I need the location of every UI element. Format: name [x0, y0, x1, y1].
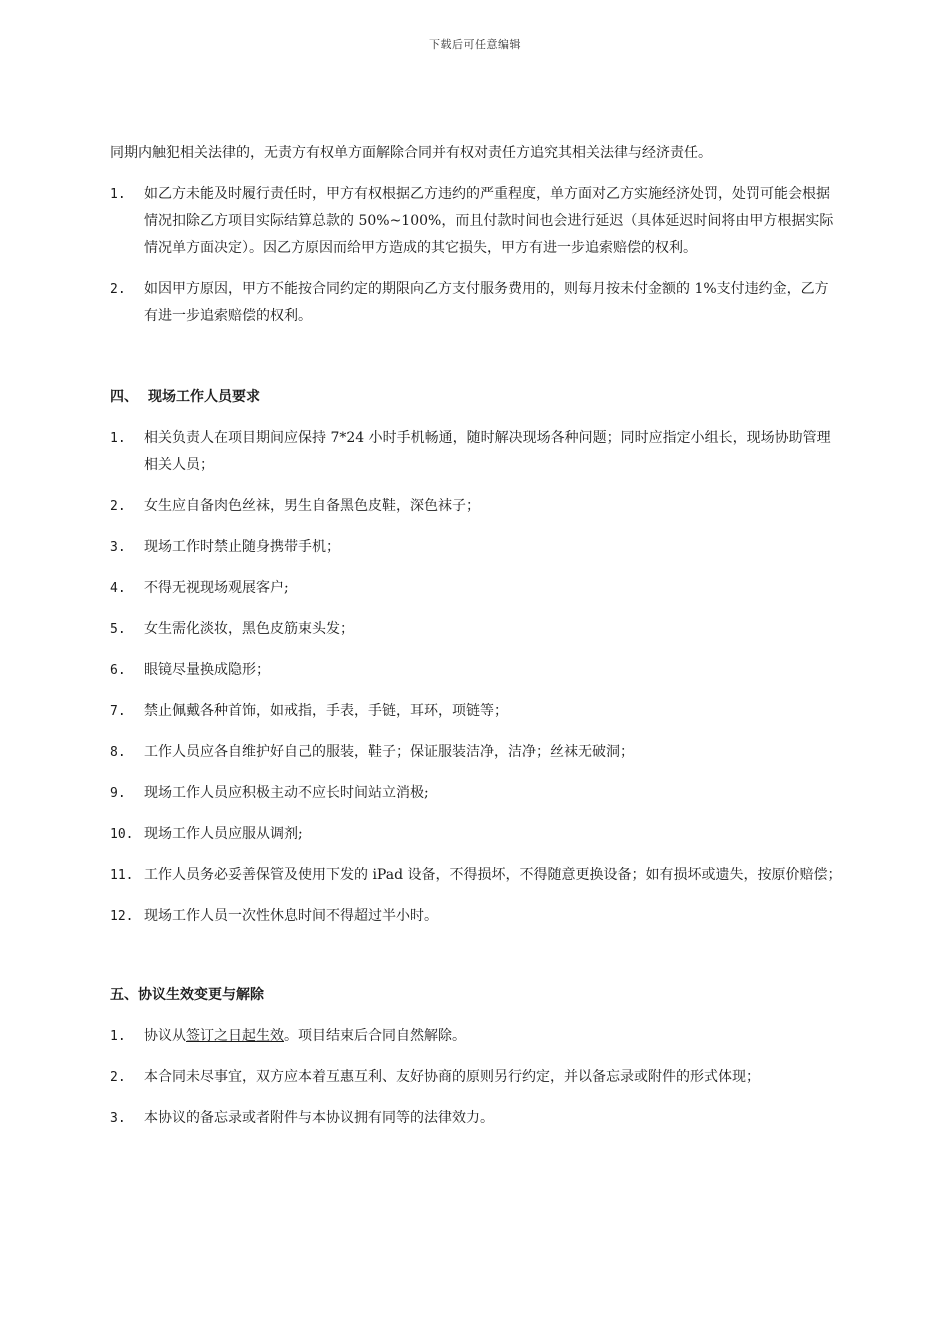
list-item-text: 现场工作时禁止随身携带手机；	[144, 539, 340, 555]
list-item-number: 3.	[110, 540, 126, 555]
list-item-number: 9.	[110, 786, 126, 801]
list-item	[110, 575, 842, 602]
document-body	[110, 140, 842, 1146]
list-item-number: 10.	[110, 827, 134, 842]
text-prefix: 协议从	[144, 1028, 186, 1044]
list-item-text: 现场工作人员应服从调剂;	[144, 826, 303, 842]
list-item-number: 1.	[110, 1029, 126, 1044]
list-item-number: 11.	[110, 868, 134, 883]
list-item-number: 5.	[110, 622, 126, 637]
list-item-text: 本合同未尽事宜，双方应本着互惠互利、友好协商的原则另行约定，并以备忘录或附件的形式体现；	[144, 1069, 760, 1085]
list-item-text: 现场工作人员应积极主动不应长时间站立消极;	[144, 785, 429, 801]
header-note: 下载后可任意编辑	[429, 38, 521, 51]
list-item	[110, 657, 842, 684]
list-item-number: 1.	[110, 187, 126, 202]
list-item-text: 眼镜尽量换成隐形；	[144, 662, 270, 678]
list-item-text: 禁止佩戴各种首饰，如戒指，手表，手链，耳环，项链等；	[144, 703, 508, 719]
list-item	[110, 493, 842, 520]
breach-list	[110, 181, 842, 330]
list-item-text: 女生需化淡妆，黑色皮筋束头发；	[144, 621, 354, 637]
list-item-text: 相关负责人在项目期间应保持 7*24 小时手机畅通，随时解决现场各种问题；同时应指定小组长，现场协助管理相关人员；	[144, 430, 831, 473]
list-item-text: 工作人员务必妥善保管及使用下发的 iPad 设备，不得损坏，不得随意更换设备；如有损坏或遗失，按原价赔偿；	[144, 867, 842, 883]
section-title: 现场工作人员要求	[148, 389, 260, 405]
list-item-number: 4.	[110, 581, 126, 596]
list-item	[110, 739, 842, 766]
list-item-number: 6.	[110, 663, 126, 678]
list-item	[110, 821, 842, 848]
list-item-text: 工作人员应各自维护好自己的服装，鞋子；保证服装洁净，洁净；丝袜无破洞；	[144, 744, 634, 760]
list-item-number: 2.	[110, 282, 126, 297]
text-suffix: 。项目结束后合同自然解除。	[284, 1028, 466, 1044]
list-item-text: 不得无视现场观展客户;	[144, 580, 289, 596]
section-heading-4	[110, 384, 842, 411]
list-item-text: 如乙方未能及时履行责任时，甲方有权根据乙方违约的严重程度，单方面对乙方实施经济处罚，处罚可能会根据情况扣除乙方项目实际结算总款的 50%~100%，而且付款时间也会进行延迟（具体延迟时间将由甲方根据实际情况单方面决定）。因乙方原因而给甲方造成的其它损失，甲方有进一步追索赔偿的权利。	[144, 186, 834, 256]
list-item	[110, 425, 842, 479]
section-number: 四、	[110, 389, 138, 405]
list-item-number: 7.	[110, 704, 126, 719]
list-item-number: 8.	[110, 745, 126, 760]
list-item-text: 女生应自备肉色丝袜，男生自备黑色皮鞋，深色袜子；	[144, 498, 480, 514]
intro-paragraph: 同期内触犯相关法律的，无责方有权单方面解除合同并有权对责任方追究其相关法律与经济责任。	[110, 145, 712, 161]
list-item-number: 3.	[110, 1111, 126, 1126]
list-item-text: 如因甲方原因，甲方不能按合同约定的期限向乙方支付服务费用的，则每月按未付金额的 1%支付违约金，乙方有进一步追索赔偿的权利。	[144, 281, 829, 324]
list-item-text: 现场工作人员一次性休息时间不得超过半小时。	[144, 908, 438, 924]
list-item	[110, 181, 842, 262]
list-item	[110, 1023, 842, 1050]
list-item	[110, 1064, 842, 1091]
list-item-number: 2.	[110, 499, 126, 514]
list-item	[110, 698, 842, 725]
list-item-number: 1.	[110, 431, 126, 446]
underlined-text: 签订之日起生效	[186, 1028, 284, 1044]
list-item-number: 12.	[110, 909, 134, 924]
agreement-terms-list	[110, 1023, 842, 1132]
list-item-text	[144, 1023, 842, 1050]
list-item	[110, 1105, 842, 1132]
list-item	[110, 780, 842, 807]
list-item	[110, 862, 842, 889]
staff-requirements-list	[110, 425, 842, 930]
list-item	[110, 903, 842, 930]
list-item	[110, 616, 842, 643]
list-item-text: 本协议的备忘录或者附件与本协议拥有同等的法律效力。	[144, 1110, 494, 1126]
list-item-number: 2.	[110, 1070, 126, 1085]
list-item	[110, 534, 842, 561]
section-heading-5: 五、协议生效变更与解除	[110, 987, 264, 1003]
list-item	[110, 276, 842, 330]
